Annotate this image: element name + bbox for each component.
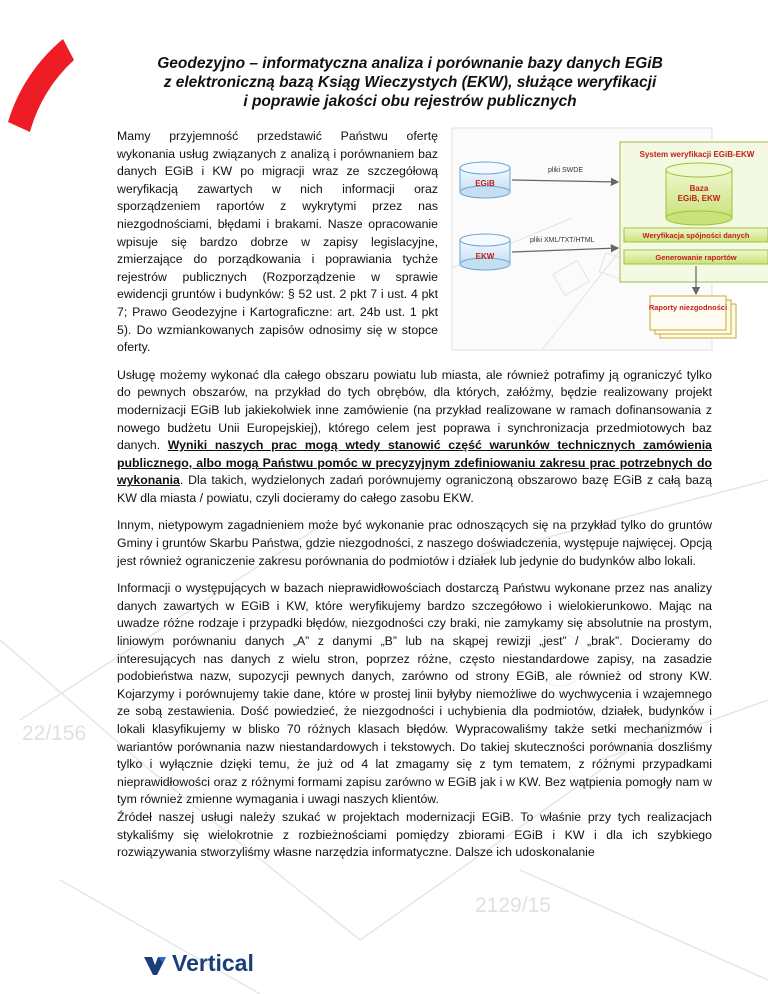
egib-label: EGiB <box>475 179 495 188</box>
paragraph-3: Innym, nietypowym zagadnieniem może być wykonanie prac odnoszących się na przykład tylko do gruntów Gminy i gruntów Skarbu Państwa, gdzie niezgodności, z naszego doświadczenia, występuje najwięcej. Opcją jest również ograniczenie zakresu porównania do podmiotów i działek lub jedynie do budynków albo lokali. <box>117 518 712 568</box>
title-line-3: i poprawie jakości obu rejestrów publicznych <box>243 93 577 110</box>
paragraph-4: Informacji o występujących w bazach nieprawidłowościach dostarczą Państwu wykonane przez nas analizy danych zawartych w EGiB i KW, które weryfikujemy bardzo szczegółowo i wielokierunkowo. Mając na uwadze różne rodzaje i przypadki błędów, niezgodności czy braki, nie zamykamy się absolutnie na prostym, liniowym porównaniu danych „A” z danymi „B” lub na skąpej rewizji „jest” / „brak”. Docieramy do interesujących nas danych z wielu stron, poprzez różne, często niestandardowe zapisy, na zasadzie podobieństwa nazw, supozycji pewnych danych, zarówno od strony EGiB, ale również od strony KW. Kojarzymy i porównujemy takie dane, które w prostej linii byłyby niemożliwe do wychwycenia i wzajemnego ze sobą zestawienia. Dość powiedzieć, że niezgodności i uchybienia dla podmiotów, działek, budynków i lokali klasyfikujemy w blisko 70 różnych klasach błędów. Wypracowaliśmy także setki mechanizmów i wariantów porównania nazw niestandardowych i tekstowych. Do takiej skuteczności porównania doszliśmy tylko i wyłącznie dzięki temu, że już od 4 lat zmagamy się z tym tematem, z różnymi przypadkami nieprawidłowości oraz z różnymi formami zapisu zarówno w EGiB jak i w KW. Bez wątpienia pomogły nam w tym również zmienne wymagania i uwagi naszych klientów. <box>117 581 712 807</box>
pliki-swde-label: pliki SWDE <box>548 167 584 174</box>
paragraph-2 <box>117 367 712 508</box>
paragraph-2-emphasis: Wyniki naszych prac mogą wtedy stanowić część warunków technicznych zamówienia publicznego, albo mogą Państwu pomóc w precyzyjnym zdefiniowaniu zakresu prac potrzebnych do wykonania <box>117 438 712 488</box>
baza-cylinder <box>666 163 732 225</box>
title-line-2: z elektroniczną bazą Ksiąg Wieczystych (EKW), służące weryfikacji <box>163 74 657 91</box>
ekw-cylinder <box>460 234 510 270</box>
raporty-stack <box>649 296 736 338</box>
weryfikacja-label: Weryfikacja spójności danych <box>642 231 750 240</box>
baza-label-1: Baza <box>689 184 709 193</box>
pliki-xml-label: pliki XML/TXT/HTML <box>530 237 595 244</box>
system-title: System weryfikacji EGiB-EKW <box>639 150 755 159</box>
document-body <box>117 128 755 862</box>
system-diagram <box>452 128 755 350</box>
raporty-label: Raporty niezgodności <box>648 303 728 312</box>
paragraph-5: Źródeł naszej usługi należy szukać w projektach modernizacji EGiB. To właśnie przy tych realizacjach stykaliśmy się wielokrotnie z rozbieżnościami pomiędzy zbiorami EGiB i KW i dla ich szybkiego rozwiązywania stworzyliśmy własne narzędzia informatyczne. Dalsze ich udoskonalanie <box>117 809 712 860</box>
intro-paragraph: Mamy przyjemność przedstawić Państwu ofertę wykonania usług związanych z analizą i porównaniem baz danych EGiB i KW po migracji wraz ze szczegółową weryfikacją zawartych w nich informacji oraz sporządzeniem raportów z wykrytymi przez nas niezgodnościami, błędami i brakami. Nasze opracowanie wpisuje się bardzo dobrze w zapisy legislacyjne, zmierzające do porządkowania i poprawiania tychże rejestrów publicznych (Rozporządzenie w sprawie ewidencji gruntów i budynków: § 52 ust. 2 pkt 7 i ust. 4 pkt 7; Prawo Geodezyjne i Kartograficzne: art. 24b ust. 1 pkt 5). Do wzmiankowanych zapisów odnosimy się w stopce oferty. <box>117 129 438 355</box>
title-line-1: Geodezyjno – informatyczna analiza i porównanie bazy danych EGiB <box>157 55 663 72</box>
page-title <box>130 54 690 111</box>
paragraph-2-end: . Dla takich, wydzielonych zadań porównujemy ograniczoną obszarowo bazę EGiB z całą bazą KW dla miasta / powiatu, czyli docieramy do całego zasobu EKW. <box>117 473 712 505</box>
map-label-bottom: 2129/15 <box>475 894 551 917</box>
vertical-logo-text: Vertical <box>172 950 254 976</box>
map-label-left: 22/156 <box>22 722 87 745</box>
generowanie-label: Generowanie raportów <box>655 253 737 262</box>
ekw-label: EKW <box>475 252 495 261</box>
egib-cylinder <box>460 162 510 198</box>
vertical-logo <box>142 950 254 977</box>
paragraph-2-start: Usługę możemy wykonać dla całego obszaru powiatu lub miasta, ale również potrafimy ją ograniczyć tylko do pewnych obszarów, na przykład do tych obrębów, dla których, załóżmy, będzie realizowany projekt modernizacji EGiB lub jakiekolwiek inne zamówienie (na przykład realizowane w ramach dofinansowania z nowego budżetu Unii Europejskiej), którego celem jest poprawa i synchronizacja przedmiotowych baz danych. <box>117 367 712 453</box>
baza-label-2: EGiB, EKW <box>677 194 721 203</box>
vertical-logo-icon <box>142 951 168 977</box>
